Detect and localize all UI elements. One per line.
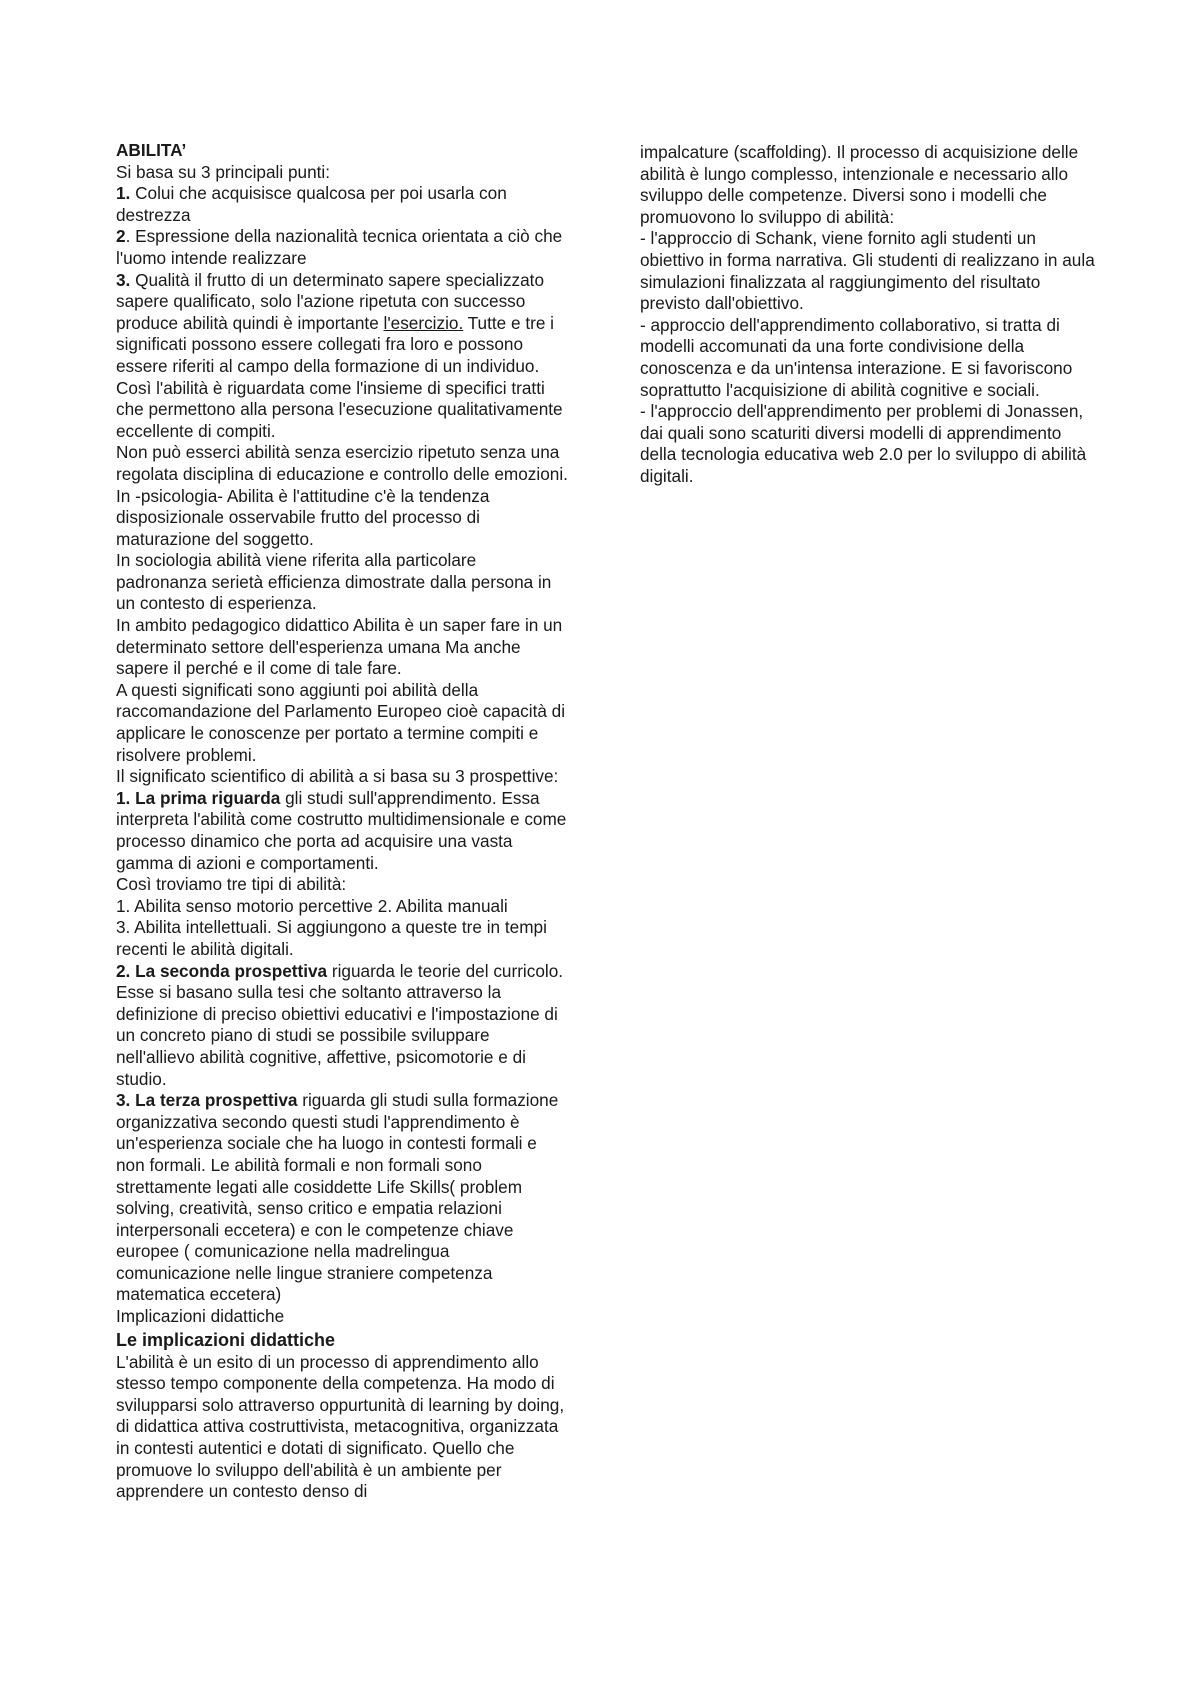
paragraph-scientifico: Il significato scientifico di abilità a si basa su 3 prospettive: — [116, 766, 559, 787]
right-column — [640, 142, 1100, 488]
paragraph-tipi: Così troviamo tre tipi di abilità: — [116, 874, 347, 895]
paragraph-cosi: Così l'abilità è riguardata come l'insieme di specifici tratti che permettono alla persona l'esecuzione qualitativamente eccellente di compiti. — [116, 377, 563, 441]
list-item-collaborativo: - approccio dell'apprendimento collaborativo, si tratta di modelli accomunati da una forte condivisione della conoscenza e da un'intensa interazione. E si favoriscono soprattutto l'acquisizione di abilità cognitive e sociali. — [640, 314, 1073, 400]
prospettiva-1-label: 1. La prima riguarda — [116, 787, 281, 808]
implicazioni-line: Implicazioni didattiche — [116, 1306, 285, 1327]
prospettiva-1 — [116, 788, 568, 874]
point-3-underlined: l'esercizio. — [383, 312, 464, 333]
point-1-text: Colui che acquisisce qualcosa per poi usarla con destrezza — [116, 183, 507, 225]
document-title: ABILITA’ — [116, 140, 187, 160]
prospettiva-2 — [116, 961, 568, 1091]
paragraph-scaffolding: impalcature (scaffolding). Il processo di acquisizione delle abilità è lungo complesso, intenzionale e necessario allo sviluppo delle competenze. Diversi sono i modelli che promuovono lo sviluppo di abilità: — [640, 142, 1079, 227]
point-3-number: 3. — [116, 269, 131, 290]
implicazioni-paragraph: L'abilità è un esito di un processo di apprendimento allo stesso tempo componente della competenza. Ha modo di svilupparsi solo attraverso oppurtunità di learning by doing, di didattica attiva costruttivista, metacognitiva, organizzata in contesti autentici e dotati di significato. Quello che promuove lo sviluppo dell'abilità è un ambiente per apprendere un contesto denso di — [116, 1351, 565, 1502]
point-1-number: 1. — [116, 183, 131, 204]
prospettiva-3-label: 3. La terza prospettiva — [116, 1090, 298, 1111]
paragraph-parlamento: A questi significati sono aggiunti poi abilità della raccomandazione del Parlamento Europeo cioè capacità di applicare le conoscenze per portato a termine compiti e risolvere problemi. — [116, 679, 566, 765]
prospettiva-3 — [116, 1090, 568, 1306]
point-2 — [116, 226, 568, 269]
prospettiva-2-text: riguarda le teorie del curricolo. Esse si basano sulla tesi che soltanto attraverso la definizione di preciso obiettivi educativi e l'impostazione di un concreto piano di studi se possibile sviluppare nell'allievo abilità cognitive, affettive, psicomotorie e di studio. — [116, 960, 564, 1089]
implicazioni-heading: Le implicazioni didattiche — [116, 1329, 336, 1350]
point-1 — [116, 183, 568, 226]
paragraph-tipi-list-2: 3. Abilita intellettuali. Si aggiungono a queste tre in tempi recenti le abilità digitali. — [116, 917, 547, 959]
paragraph-sociologia: In sociologia abilità viene riferita alla particolare padronanza serietà efficienza dimostrate dalla persona in un contesto di esperienza. — [116, 550, 552, 614]
paragraph-pedagogico: In ambito pedagogico didattico Abilita è un saper fare in un determinato settore dell'esperienza umana Ma anche sapere il perché e il come di tale fare. — [116, 615, 563, 679]
paragraph-esercizio: Non può esserci abilità senza esercizio ripetuto senza una regolata disciplina di educazione e controllo delle emozioni. — [116, 442, 568, 484]
list-item-schank: - l'approccio di Schank, viene fornito agli studenti un obiettivo in forma narrativa. Gli studenti di realizzano in aula simulazioni finalizzata al raggiungimento del risultato previsto dall'obiettivo. — [640, 228, 1095, 314]
left-column — [116, 140, 568, 1503]
point-2-text: . Espressione della nazionalità tecnica orientata a ciò che l'uomo intende realizzare — [116, 226, 563, 268]
paragraph-psicologia: In -psicologia- Abilita è l'attitudine c'è la tendenza disposizionale osservabile frutto del processo di maturazione del soggetto. — [116, 485, 490, 549]
list-item-jonassen: - l'approccio dell'apprendimento per problemi di Jonassen, dai quali sono scaturiti diversi modelli di apprendimento della tecnologia educativa web 2.0 per lo sviluppo di abilità digitali. — [640, 401, 1087, 486]
point-3-tail: Tutte e tre i significati possono essere collegati fra loro e possono essere riferiti al campo della formazione di un individuo. — [116, 312, 554, 376]
prospettiva-2-label: 2. La seconda prospettiva — [116, 960, 328, 981]
paragraph-tipi-list-1: 1. Abilita senso motorio percettive 2. Abilita manuali — [116, 895, 508, 916]
intro-line: Si basa su 3 principali punti: — [116, 161, 331, 182]
point-3-text: Qualità il frutto di un determinato sapere specializzato sapere qualificato, solo l'azione ripetuta con successo produce abilità quindi è importante — [116, 269, 545, 333]
point-2-number: 2 — [116, 226, 126, 247]
prospettiva-1-text: gli studi sull'apprendimento. Essa interpreta l'abilità come costrutto multidimensionale e come processo dinamico che porta ad acquisire una vasta gamma di azioni e comportamenti. — [116, 787, 567, 873]
prospettiva-3-text: riguarda gli studi sulla formazione organizzativa secondo questi studi l'apprendimento è un'esperienza sociale che ha luogo in contesti formali e non formali. Le abilità formali e non formali sono strettamente legati alle cosiddette Life Skills( problem solving, creatività, senso critico e empatia relazioni interpersonali eccetera) e con le competenze chiave europee ( comunicazione nella madrelingua comunicazione nelle lingue straniere competenza matematica eccetera) — [116, 1090, 559, 1305]
point-3 — [116, 270, 568, 378]
